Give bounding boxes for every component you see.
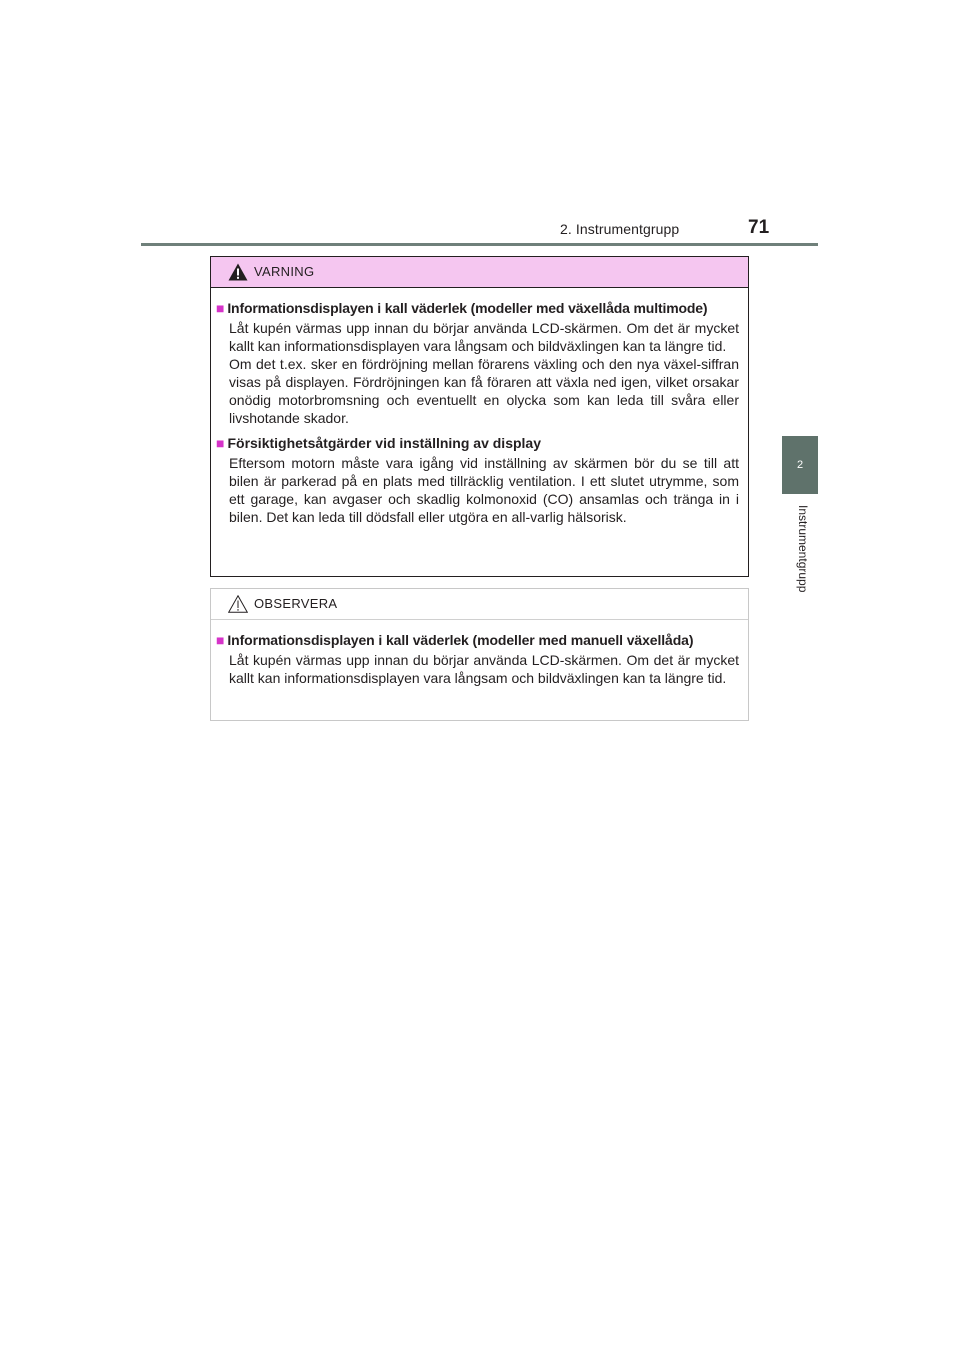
notice-box bbox=[210, 588, 749, 721]
page-number: 71 bbox=[748, 217, 770, 238]
notice-section bbox=[211, 631, 748, 688]
section-title-text: Informationsdisplayen i kall väderlek (modeller med manuell växellåda) bbox=[227, 632, 694, 648]
section-title-text: Informationsdisplayen i kall väderlek (modeller med växellåda multimode) bbox=[227, 300, 708, 316]
warning-label: VARNING bbox=[254, 264, 315, 279]
square-bullet-icon: ■ bbox=[216, 632, 225, 648]
chapter-tab-number[interactable]: 2 bbox=[782, 436, 818, 494]
paragraph: Låt kupén värmas upp innan du börjar använda LCD-skärmen. Om det är mycket kallt kan informationsdisplayen vara långsam och bildväxlingen kan ta längre tid. bbox=[229, 652, 739, 686]
paragraph: Om det t.ex. sker en fördröjning mellan förarens växling och den nya växel-siffran visas på displayen. Fördröjningen kan få föraren att växla ned igen, vilket orsakar onödig motorbromsning och eventuellt en olycka som kan leda till svåra eller livshotande skador. bbox=[229, 355, 739, 426]
caution-triangle-icon bbox=[228, 595, 248, 613]
chapter-title: 2. Instrumentgrupp bbox=[560, 221, 680, 237]
warning-section bbox=[211, 299, 748, 427]
notice-header bbox=[211, 589, 748, 620]
paragraph: Låt kupén värmas upp innan du börjar använda LCD-skärmen. Om det är mycket kallt kan informationsdisplayen vara långsam och bildväxlingen kan ta längre tid. bbox=[229, 320, 739, 354]
square-bullet-icon: ■ bbox=[216, 435, 225, 452]
paragraph: Eftersom motorn måste vara igång vid inställning av skärmen bör du se till att bilen är parkerad på en plats med tillräcklig ventilation. I ett slutet utrymme, som ett garage, kan avgaser och skadlig kolmonoxid (CO) ansamlas och tränga in i bilen. Det kan leda till dödsfall eller utgöra en all-varlig hälsorisk. bbox=[229, 455, 739, 526]
chapter-tab-label: Instrumentgrupp bbox=[796, 505, 810, 593]
section-title bbox=[216, 299, 739, 317]
section-title-text: Försiktighetsåtgärder vid inställning av display bbox=[227, 435, 541, 452]
section-title bbox=[216, 631, 739, 649]
warning-header bbox=[211, 257, 748, 288]
section-title bbox=[216, 434, 739, 452]
warning-triangle-icon bbox=[228, 263, 248, 281]
square-bullet-icon: ■ bbox=[216, 300, 225, 316]
notice-label: OBSERVERA bbox=[254, 596, 338, 611]
header-divider bbox=[141, 243, 818, 246]
warning-section bbox=[211, 434, 748, 527]
warning-box bbox=[210, 256, 749, 577]
